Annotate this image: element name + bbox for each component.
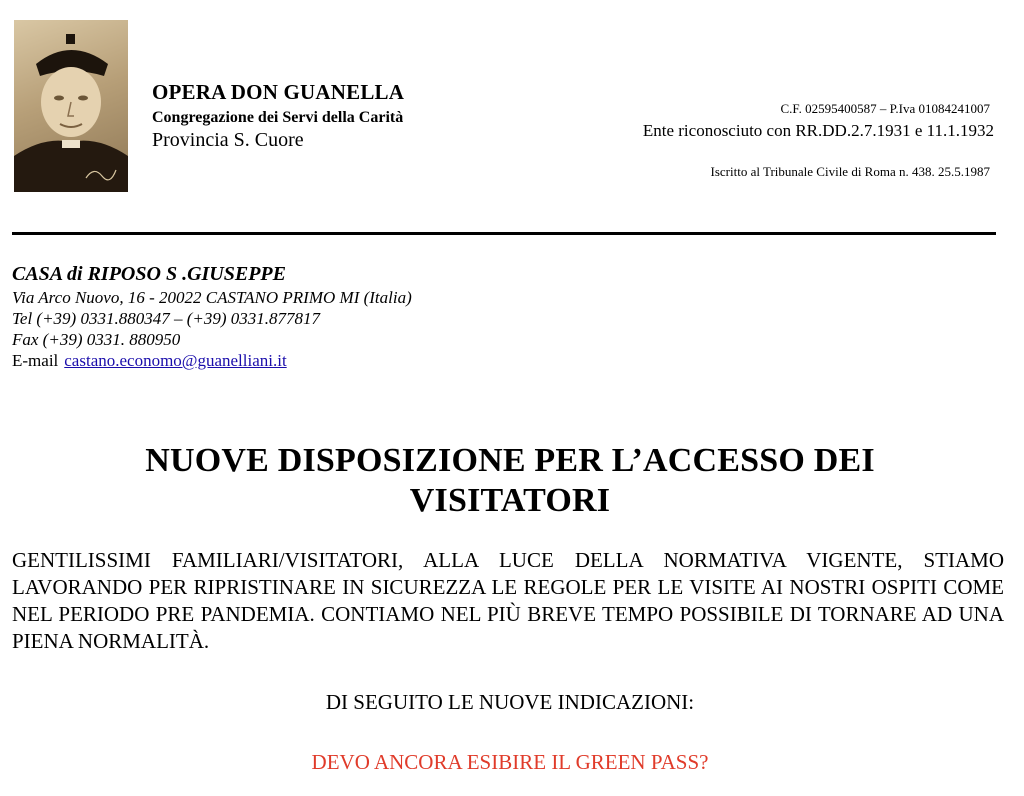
heading-line-2: VISITATORI — [409, 482, 611, 519]
casa-title: CASA di RIPOSO S .GIUSEPPE — [12, 263, 286, 285]
ente-recognition: Ente riconosciuto con RR.DD.2.7.1931 e 11.1.1932 — [642, 121, 994, 140]
casa-address: Via Arco Nuovo, 16 - 20022 CASTANO PRIMO MI (Italia) — [12, 288, 412, 307]
congregation-name: Congregazione dei Servi della Carità — [152, 109, 404, 126]
casa-tel: Tel (+39) 0331.880347 – (+39) 0331.877817 — [12, 309, 321, 328]
header-divider — [12, 232, 996, 235]
casa-fax: Fax (+39) 0331. 880950 — [12, 330, 181, 349]
casa-contact-block — [12, 264, 412, 371]
province-name: Provincia S. Cuore — [152, 129, 304, 151]
intro-paragraph: GENTILISSIMI FAMILIARI/VISITATORI, ALLA LUCE DELLA NORMATIVA VIGENTE, STIAMO LAVORANDO PER RIPRISTINARE IN SICUREZZA LE REGOLE PER LE VISITE AI NOSTRI OSPITI COME NEL PERIODO PRE PANDEMIA. CONTIAMO NEL PIÙ BREVE TEMPO POSSIBILE DI TORNARE AD UNA PIENA NORMALITÀ. — [12, 548, 1004, 653]
heading-line-1: NUOVE DISPOSIZIONE PER L’ACCESSO DEI — [145, 442, 875, 479]
green-pass-question: DEVO ANCORA ESIBIRE IL GREEN PASS? — [311, 750, 709, 774]
founder-portrait — [14, 20, 128, 192]
document-heading — [12, 441, 1008, 521]
casa-email-line — [12, 350, 412, 371]
fiscal-codes: C.F. 02595400587 – P.Iva 01084241007 — [780, 101, 990, 116]
tribunal-registration: Iscritto al Tribunale Civile di Roma n. 438. 25.5.1987 — [710, 164, 990, 179]
organization-block — [152, 80, 404, 152]
email-label: E-mail — [12, 351, 59, 370]
indications-lead: DI SEGUITO LE NUOVE INDICAZIONI: — [325, 690, 695, 714]
org-name: OPERA DON GUANELLA — [152, 80, 405, 104]
email-link[interactable]: castano.economo@guanelliani.it — [64, 351, 287, 370]
